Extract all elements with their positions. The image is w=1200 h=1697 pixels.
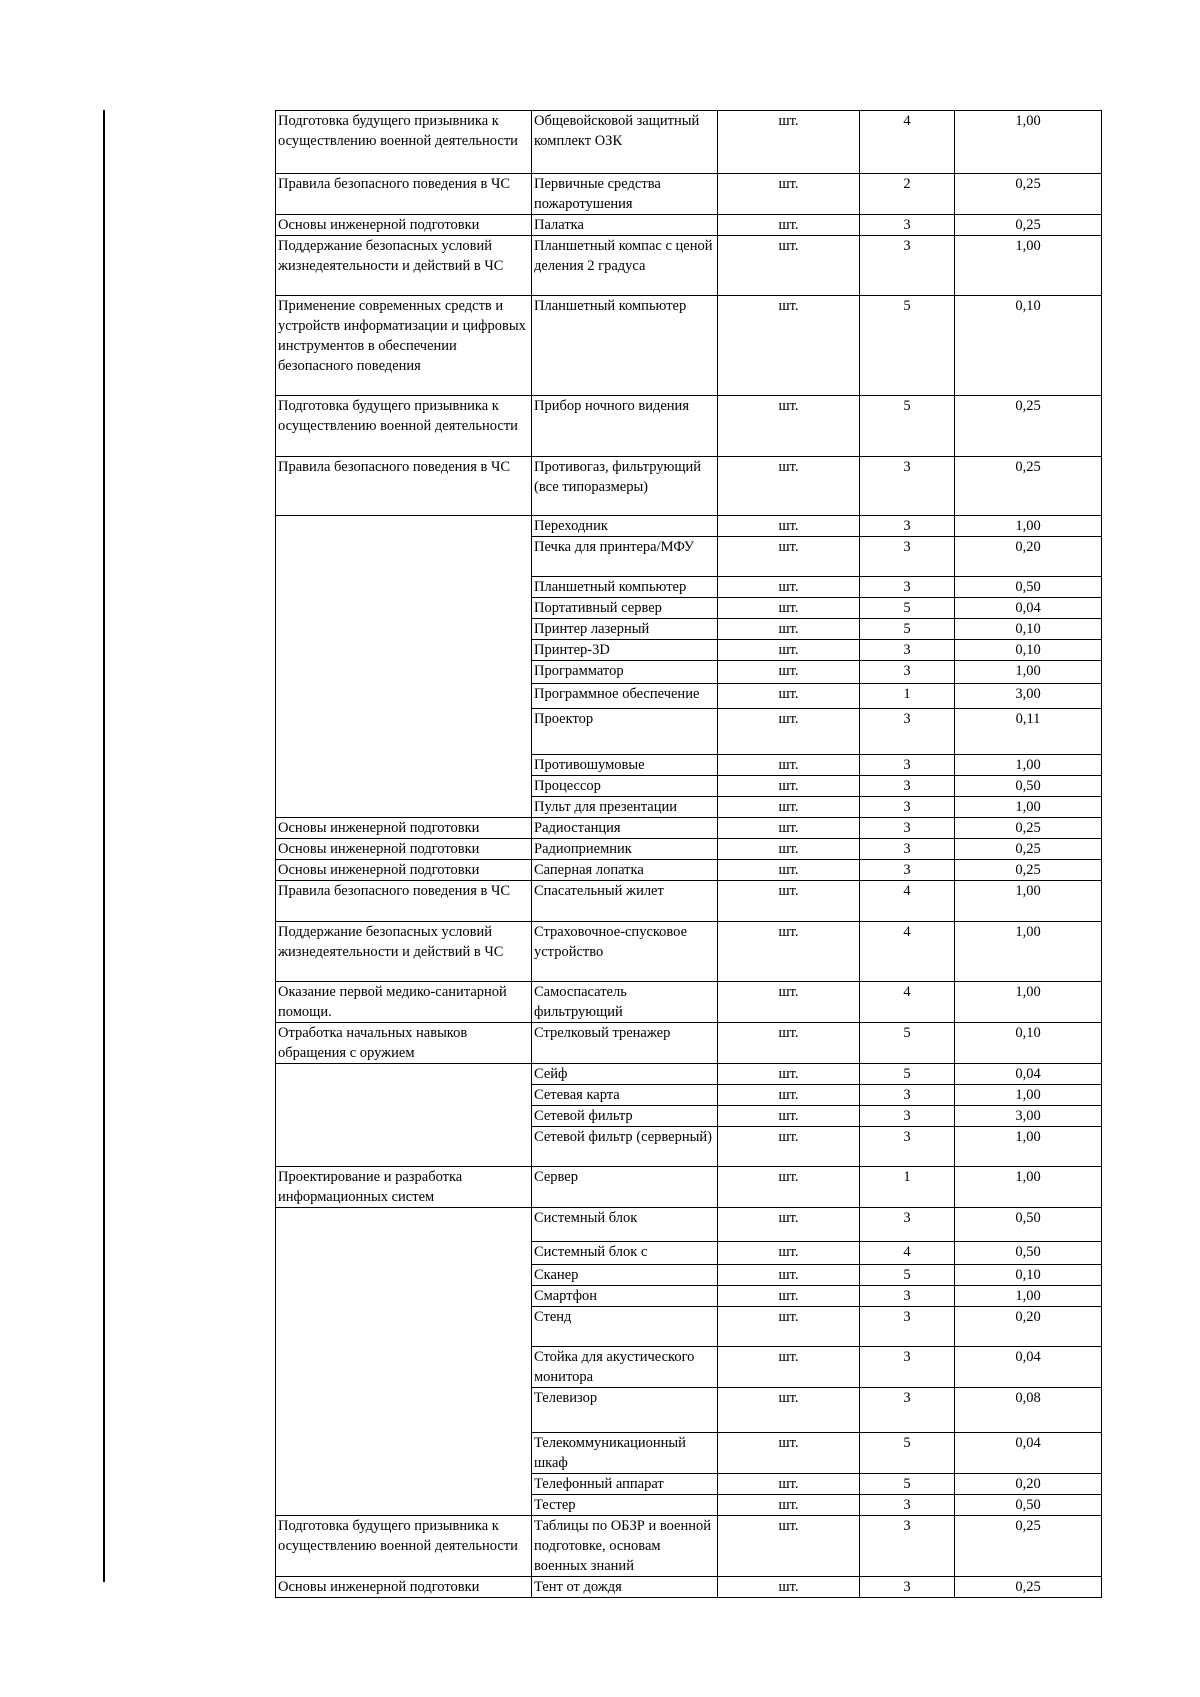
- quantity-cell: 3: [860, 661, 955, 684]
- quantity-cell: 3: [860, 1106, 955, 1127]
- item-cell: Проектор: [532, 709, 718, 755]
- unit-cell: шт.: [718, 537, 860, 577]
- section-cell: Проектирование и разработка информационных систем: [276, 1167, 532, 1208]
- quantity-cell: 5: [860, 1064, 955, 1085]
- item-cell: Саперная лопатка: [532, 860, 718, 881]
- coefficient-cell: 1,00: [955, 922, 1102, 982]
- quantity-cell: 3: [860, 1208, 955, 1242]
- table-row: [276, 174, 1102, 215]
- unit-cell: шт.: [718, 860, 860, 881]
- unit-cell: шт.: [718, 839, 860, 860]
- coefficient-cell: 0,04: [955, 598, 1102, 619]
- unit-cell: шт.: [718, 709, 860, 755]
- quantity-cell: 4: [860, 111, 955, 174]
- unit-cell: шт.: [718, 818, 860, 839]
- section-cell: Правила безопасного поведения в ЧС: [276, 881, 532, 922]
- item-cell: Сетевой фильтр (серверный): [532, 1127, 718, 1167]
- unit-cell: шт.: [718, 1307, 860, 1347]
- item-cell: Сетевой фильтр: [532, 1106, 718, 1127]
- item-cell: Страховочное-спусковое устройство: [532, 922, 718, 982]
- item-cell: Стенд: [532, 1307, 718, 1347]
- coefficient-cell: 1,00: [955, 1127, 1102, 1167]
- equipment-table: [275, 110, 1102, 1598]
- unit-cell: шт.: [718, 1208, 860, 1242]
- quantity-cell: 4: [860, 982, 955, 1023]
- unit-cell: шт.: [718, 1023, 860, 1064]
- item-cell: Сетевая карта: [532, 1085, 718, 1106]
- coefficient-cell: 0,20: [955, 537, 1102, 577]
- coefficient-cell: 1,00: [955, 516, 1102, 537]
- table-row: [276, 922, 1102, 982]
- section-cell: [276, 516, 532, 818]
- item-cell: Общевойсковой защитный комплект ОЗК: [532, 111, 718, 174]
- coefficient-cell: 0,25: [955, 174, 1102, 215]
- item-cell: Стрелковый тренажер: [532, 1023, 718, 1064]
- section-cell: Подготовка будущего призывника к осуществлению военной деятельности: [276, 1516, 532, 1577]
- item-cell: Принтер-3D: [532, 640, 718, 661]
- unit-cell: шт.: [718, 296, 860, 396]
- coefficient-cell: 0,04: [955, 1064, 1102, 1085]
- unit-cell: шт.: [718, 1286, 860, 1307]
- quantity-cell: 1: [860, 684, 955, 709]
- table-row: [276, 1064, 1102, 1085]
- table-row: [276, 296, 1102, 396]
- quantity-cell: 3: [860, 457, 955, 516]
- unit-cell: шт.: [718, 684, 860, 709]
- coefficient-cell: 0,10: [955, 619, 1102, 640]
- quantity-cell: 3: [860, 755, 955, 776]
- section-cell: Подготовка будущего призывника к осуществлению военной деятельности: [276, 396, 532, 457]
- coefficient-cell: 1,00: [955, 881, 1102, 922]
- item-cell: Тестер: [532, 1495, 718, 1516]
- item-cell: Системный блок: [532, 1208, 718, 1242]
- unit-cell: шт.: [718, 797, 860, 818]
- section-cell: Основы инженерной подготовки: [276, 818, 532, 839]
- item-cell: Стойка для акустического монитора: [532, 1347, 718, 1388]
- item-cell: Телефонный аппарат: [532, 1474, 718, 1495]
- coefficient-cell: 1,00: [955, 755, 1102, 776]
- quantity-cell: 4: [860, 922, 955, 982]
- quantity-cell: 5: [860, 396, 955, 457]
- section-cell: Основы инженерной подготовки: [276, 839, 532, 860]
- item-cell: Системный блок с: [532, 1242, 718, 1265]
- unit-cell: шт.: [718, 881, 860, 922]
- quantity-cell: 5: [860, 1474, 955, 1495]
- coefficient-cell: 3,00: [955, 684, 1102, 709]
- unit-cell: шт.: [718, 457, 860, 516]
- unit-cell: шт.: [718, 1474, 860, 1495]
- unit-cell: шт.: [718, 755, 860, 776]
- table-row: [276, 860, 1102, 881]
- section-cell: Отработка начальных навыков обращения с оружием: [276, 1023, 532, 1064]
- quantity-cell: 3: [860, 818, 955, 839]
- item-cell: Портативный сервер: [532, 598, 718, 619]
- item-cell: Планшетный компас с ценой деления 2 градуса: [532, 236, 718, 296]
- coefficient-cell: 1,00: [955, 1286, 1102, 1307]
- coefficient-cell: 3,00: [955, 1106, 1102, 1127]
- coefficient-cell: 0,50: [955, 1208, 1102, 1242]
- quantity-cell: 3: [860, 860, 955, 881]
- item-cell: Телекоммуникационный шкаф: [532, 1433, 718, 1474]
- unit-cell: шт.: [718, 1433, 860, 1474]
- quantity-cell: 5: [860, 598, 955, 619]
- coefficient-cell: 1,00: [955, 1085, 1102, 1106]
- quantity-cell: 3: [860, 1085, 955, 1106]
- table-row: [276, 215, 1102, 236]
- quantity-cell: 3: [860, 797, 955, 818]
- coefficient-cell: 1,00: [955, 797, 1102, 818]
- quantity-cell: 3: [860, 1577, 955, 1598]
- item-cell: Переходник: [532, 516, 718, 537]
- coefficient-cell: 1,00: [955, 982, 1102, 1023]
- quantity-cell: 2: [860, 174, 955, 215]
- table-row: [276, 839, 1102, 860]
- coefficient-cell: 0,10: [955, 296, 1102, 396]
- unit-cell: шт.: [718, 1516, 860, 1577]
- item-cell: Палатка: [532, 215, 718, 236]
- quantity-cell: 4: [860, 881, 955, 922]
- quantity-cell: 3: [860, 839, 955, 860]
- unit-cell: шт.: [718, 619, 860, 640]
- item-cell: Сканер: [532, 1265, 718, 1286]
- quantity-cell: 3: [860, 215, 955, 236]
- item-cell: Тент от дождя: [532, 1577, 718, 1598]
- table-row: [276, 1167, 1102, 1208]
- unit-cell: шт.: [718, 598, 860, 619]
- quantity-cell: 3: [860, 516, 955, 537]
- quantity-cell: 3: [860, 1127, 955, 1167]
- unit-cell: шт.: [718, 1127, 860, 1167]
- section-cell: [276, 1064, 532, 1167]
- unit-cell: шт.: [718, 1064, 860, 1085]
- quantity-cell: 3: [860, 1347, 955, 1388]
- item-cell: Пульт для презентации: [532, 797, 718, 818]
- table-row: [276, 1208, 1102, 1242]
- section-cell: Поддержание безопасных условий жизнедеятельности и действий в ЧС: [276, 236, 532, 296]
- section-cell: [276, 1208, 532, 1516]
- section-cell: Основы инженерной подготовки: [276, 860, 532, 881]
- quantity-cell: 1: [860, 1167, 955, 1208]
- unit-cell: шт.: [718, 1577, 860, 1598]
- unit-cell: шт.: [718, 516, 860, 537]
- table-row: [276, 818, 1102, 839]
- item-cell: Первичные средства пожаротушения: [532, 174, 718, 215]
- item-cell: Программное обеспечение: [532, 684, 718, 709]
- unit-cell: шт.: [718, 776, 860, 797]
- quantity-cell: 3: [860, 776, 955, 797]
- quantity-cell: 5: [860, 1433, 955, 1474]
- item-cell: Программатор: [532, 661, 718, 684]
- quantity-cell: 4: [860, 1242, 955, 1265]
- item-cell: Прибор ночного видения: [532, 396, 718, 457]
- unit-cell: шт.: [718, 1167, 860, 1208]
- table-row: [276, 1023, 1102, 1064]
- item-cell: Планшетный компьютер: [532, 577, 718, 598]
- item-cell: Процессор: [532, 776, 718, 797]
- coefficient-cell: 1,00: [955, 236, 1102, 296]
- section-cell: Подготовка будущего призывника к осуществлению военной деятельности: [276, 111, 532, 174]
- unit-cell: шт.: [718, 661, 860, 684]
- coefficient-cell: 0,25: [955, 818, 1102, 839]
- quantity-cell: 3: [860, 577, 955, 598]
- section-cell: Поддержание безопасных условий жизнедеятельности и действий в ЧС: [276, 922, 532, 982]
- table-row: [276, 982, 1102, 1023]
- unit-cell: шт.: [718, 1347, 860, 1388]
- unit-cell: шт.: [718, 1085, 860, 1106]
- quantity-cell: 5: [860, 1265, 955, 1286]
- item-cell: Планшетный компьютер: [532, 296, 718, 396]
- coefficient-cell: 0,25: [955, 1516, 1102, 1577]
- table-row: [276, 111, 1102, 174]
- unit-cell: шт.: [718, 174, 860, 215]
- quantity-cell: 3: [860, 709, 955, 755]
- quantity-cell: 3: [860, 1307, 955, 1347]
- coefficient-cell: 0,25: [955, 396, 1102, 457]
- coefficient-cell: 0,50: [955, 577, 1102, 598]
- section-cell: Правила безопасного поведения в ЧС: [276, 174, 532, 215]
- unit-cell: шт.: [718, 577, 860, 598]
- quantity-cell: 5: [860, 296, 955, 396]
- coefficient-cell: 1,00: [955, 111, 1102, 174]
- item-cell: Таблицы по ОБЗР и военной подготовке, основам военных знаний: [532, 1516, 718, 1577]
- unit-cell: шт.: [718, 396, 860, 457]
- section-cell: Применение современных средств и устройств информатизации и цифровых инструментов в обеспечении безопасного поведения: [276, 296, 532, 396]
- coefficient-cell: 0,20: [955, 1474, 1102, 1495]
- coefficient-cell: 1,00: [955, 1167, 1102, 1208]
- item-cell: Сервер: [532, 1167, 718, 1208]
- table-row: [276, 1577, 1102, 1598]
- coefficient-cell: 0,25: [955, 457, 1102, 516]
- item-cell: Противошумовые: [532, 755, 718, 776]
- item-cell: Радиоприемник: [532, 839, 718, 860]
- unit-cell: шт.: [718, 1265, 860, 1286]
- quantity-cell: 3: [860, 640, 955, 661]
- item-cell: Спасательный жилет: [532, 881, 718, 922]
- unit-cell: шт.: [718, 111, 860, 174]
- section-cell: Основы инженерной подготовки: [276, 215, 532, 236]
- coefficient-cell: 0,50: [955, 1495, 1102, 1516]
- item-cell: Самоспасатель фильтрующий: [532, 982, 718, 1023]
- item-cell: Принтер лазерный: [532, 619, 718, 640]
- table-row: [276, 1516, 1102, 1577]
- coefficient-cell: 0,25: [955, 215, 1102, 236]
- item-cell: Печка для принтера/МФУ: [532, 537, 718, 577]
- item-cell: Сейф: [532, 1064, 718, 1085]
- unit-cell: шт.: [718, 1242, 860, 1265]
- coefficient-cell: 0,25: [955, 839, 1102, 860]
- unit-cell: шт.: [718, 215, 860, 236]
- quantity-cell: 3: [860, 1388, 955, 1433]
- item-cell: Противогаз, фильтрующий (все типоразмеры): [532, 457, 718, 516]
- coefficient-cell: 0,50: [955, 1242, 1102, 1265]
- coefficient-cell: 0,10: [955, 1023, 1102, 1064]
- coefficient-cell: 0,04: [955, 1347, 1102, 1388]
- table-row: [276, 516, 1102, 537]
- section-cell: Правила безопасного поведения в ЧС: [276, 457, 532, 516]
- unit-cell: шт.: [718, 982, 860, 1023]
- unit-cell: шт.: [718, 1495, 860, 1516]
- coefficient-cell: 0,10: [955, 640, 1102, 661]
- section-cell: Оказание первой медико-санитарной помощи.: [276, 982, 532, 1023]
- table-row: [276, 396, 1102, 457]
- item-cell: Телевизор: [532, 1388, 718, 1433]
- unit-cell: шт.: [718, 236, 860, 296]
- quantity-cell: 5: [860, 619, 955, 640]
- quantity-cell: 3: [860, 236, 955, 296]
- left-margin-rule: [103, 110, 105, 1582]
- table-row: [276, 457, 1102, 516]
- quantity-cell: 5: [860, 1023, 955, 1064]
- coefficient-cell: 0,25: [955, 1577, 1102, 1598]
- unit-cell: шт.: [718, 640, 860, 661]
- unit-cell: шт.: [718, 922, 860, 982]
- quantity-cell: 3: [860, 537, 955, 577]
- coefficient-cell: 0,10: [955, 1265, 1102, 1286]
- section-cell: Основы инженерной подготовки: [276, 1577, 532, 1598]
- quantity-cell: 3: [860, 1516, 955, 1577]
- coefficient-cell: 0,20: [955, 1307, 1102, 1347]
- coefficient-cell: 0,50: [955, 776, 1102, 797]
- coefficient-cell: 1,00: [955, 661, 1102, 684]
- unit-cell: шт.: [718, 1388, 860, 1433]
- table-row: [276, 881, 1102, 922]
- unit-cell: шт.: [718, 1106, 860, 1127]
- quantity-cell: 3: [860, 1286, 955, 1307]
- item-cell: Радиостанция: [532, 818, 718, 839]
- coefficient-cell: 0,11: [955, 709, 1102, 755]
- coefficient-cell: 0,04: [955, 1433, 1102, 1474]
- coefficient-cell: 0,08: [955, 1388, 1102, 1433]
- coefficient-cell: 0,25: [955, 860, 1102, 881]
- table-row: [276, 236, 1102, 296]
- quantity-cell: 3: [860, 1495, 955, 1516]
- item-cell: Смартфон: [532, 1286, 718, 1307]
